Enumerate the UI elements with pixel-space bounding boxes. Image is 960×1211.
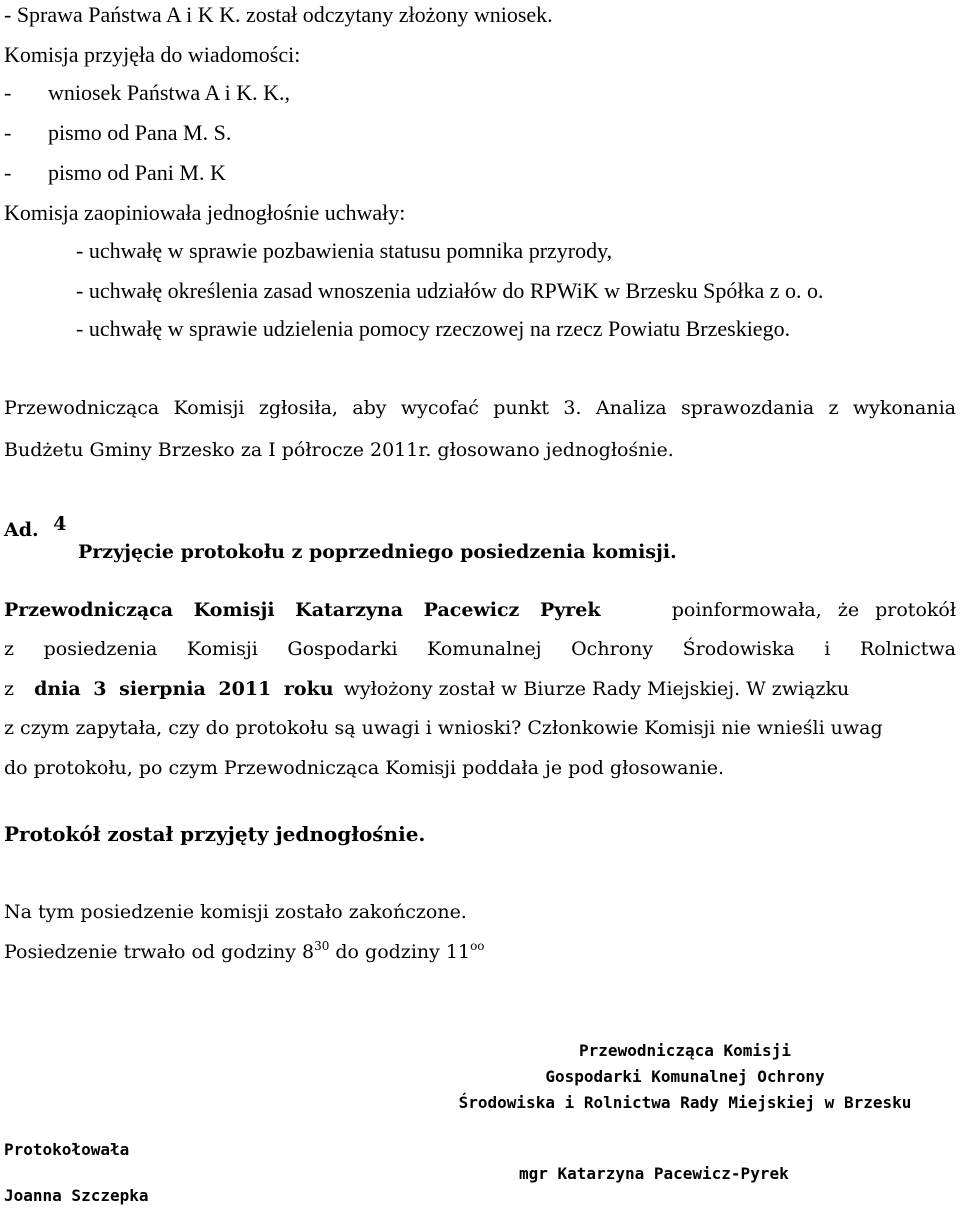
word: wycofać [400, 397, 479, 419]
protocol-line-4: z czym zapytała, czy do protokołu są uwagi i wnioski? Członkowie Komisji nie wnieśli uwag [4, 717, 883, 739]
chair-name: mgr Katarzyna Pacewicz-Pyrek [519, 1164, 789, 1183]
ad-label [4, 513, 67, 541]
meeting-date-bold: dnia 3 sierpnia 2011 roku [34, 678, 334, 700]
word: Ochrony [571, 638, 654, 660]
start-minutes: 30 [314, 939, 330, 953]
recorder-label: Protokołowała [4, 1140, 130, 1159]
word: Środowiska [682, 638, 795, 660]
word: aby [352, 397, 387, 419]
chair-name-bold: Przewodnicząca Komisji Katarzyna Pacewicz Pyrek [4, 599, 601, 621]
ad-prefix: Ad. [4, 519, 39, 541]
word: Rolnictwa [859, 638, 956, 660]
item-text: pismo od Pana M. S. [48, 120, 232, 145]
section-heading: Przyjęcie protokołu z poprzedniego posiedzenia komisji. [78, 541, 677, 563]
word: zgłosiła, [258, 397, 338, 419]
protocol-line-3-rest: wyłożony został w Biurze Rady Miejskiej. W związku [343, 678, 850, 700]
chair-title-line-1: Przewodnicząca Komisji [579, 1041, 791, 1060]
resolution-3: - uchwałę w sprawie udzielenia pomocy rzeczowej na rzecz Powiatu Brzeskiego. [76, 316, 791, 341]
word: i [824, 638, 831, 660]
item-dash: - [4, 120, 12, 145]
intro-line-2: Komisja przyjęła do wiadomości: [4, 42, 301, 67]
word: Komisji [173, 397, 245, 419]
word: z [4, 638, 15, 660]
protocol-line-1-rest: poinformowała, że protokół [671, 599, 956, 621]
withdraw-line-1 [4, 399, 956, 418]
resolution-1: - uchwałę w sprawie pozbawienia statusu pomnika przyrody, [76, 238, 613, 263]
word: sprawozdania [680, 397, 815, 419]
closing-line-1: Na tym posiedzenie komisji zostało zakończone. [4, 901, 467, 923]
word: posiedzenia [43, 638, 158, 660]
word: wykonania [852, 397, 956, 419]
chair-title-line-2: Gospodarki Komunalnej Ochrony [545, 1067, 825, 1086]
protocol-line-1 [4, 601, 956, 620]
word: punkt [493, 397, 550, 419]
word: z [828, 397, 839, 419]
word: Analiza [595, 397, 667, 419]
duration-start: Posiedzenie trwało od godziny 8 [4, 941, 315, 963]
intro-item-2 [4, 120, 232, 145]
protocol-accepted: Protokół został przyjęty jednogłośnie. [4, 822, 426, 846]
closing-line-2 [4, 939, 485, 963]
item-dash: - [4, 80, 12, 105]
duration-end: do godziny 11 [329, 941, 471, 963]
intro-item-1 [4, 80, 290, 105]
word: Komunalnej [427, 638, 542, 660]
intro-line-1: - Sprawa Państwa A i K K. został odczytany złożony wniosek. [4, 2, 553, 27]
intro-item-3 [4, 160, 226, 185]
opinion-line: Komisja zaopiniowała jednogłośnie uchwały: [4, 200, 406, 225]
chair-title-line-3: Środowiska i Rolnictwa Rady Miejskiej w Brzesku [458, 1093, 912, 1112]
word: Gospodarki [287, 638, 398, 660]
item-dash: - [4, 160, 12, 185]
resolution-2: - uchwałę określenia zasad wnoszenia udziałów do RPWiK w Brzesku Spółka z o. o. [76, 278, 824, 303]
word: z [4, 678, 15, 700]
protocol-line-3 [4, 680, 849, 699]
protocol-line-5: do protokołu, po czym Przewodnicząca Komisji poddała je pod głosowanie. [4, 757, 725, 779]
ad-number: 4 [53, 513, 67, 535]
protocol-line-2 [4, 640, 956, 659]
word: 3. [563, 397, 582, 419]
recorder-name: Joanna Szczepka [4, 1186, 149, 1205]
item-text: wniosek Państwa A i K. K., [48, 80, 290, 105]
word: Przewodnicząca [4, 397, 160, 419]
item-text: pismo od Pani M. K [48, 160, 226, 185]
word: Komisji [186, 638, 258, 660]
end-minutes: oo [470, 939, 485, 953]
withdraw-line-2: Budżetu Gminy Brzesko za I półrocze 2011r. głosowano jednogłośnie. [4, 439, 674, 461]
